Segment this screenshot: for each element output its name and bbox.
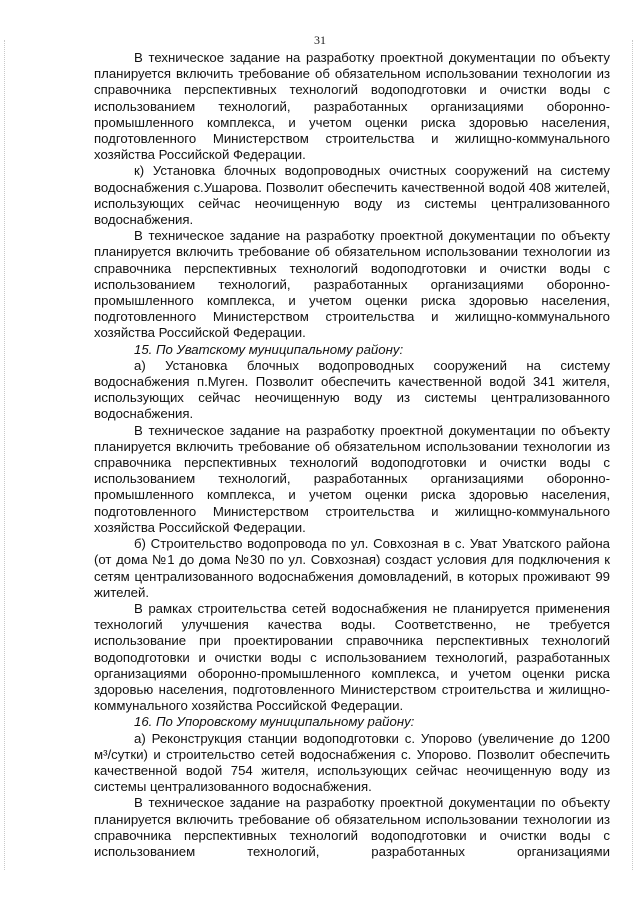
paragraph-item-b-uvat: б) Строительство водопровода по ул. Совхозная в с. Уват Уватского района (от дома №1 до дома №30 по ул. Совхозная) создаст условия для подключения к сетям централизованного водоснабжения домовладений, в которых проживают 99 жителей. [94,536,610,600]
paragraph-item-k-ushar: к) Установка блочных водопроводных очистных сооружений на систему водоснабжения с.Ушарова. Позволит обеспечить качественной водой 408 жителей, использующих сейчас неочищенную воду из системы централизованного водоснабжения. [94,163,610,228]
paragraph-uvat-networks: В рамках строительства сетей водоснабжения не планируется применения технологий улучшения качества воды. Соответственно, не требуется использование при проектировании справочника перспективных технологий водоподготовки и очистки воды с использованием технологий, разработанных организациями оборонно-промышленного комплекса, и учетом оценки риска здоровью населения, подготовленного Министерством строительства и жилищно-коммунального хозяйства Российской Федерации. [94,600,610,714]
page-number: 31 [314,33,326,47]
section-heading-uporovo: 16. По Упоровскому муниципальному району: [134,714,415,730]
section-heading-uvat: 15. По Уватскому муниципальному району: [134,341,404,357]
paragraph-tz-uporovo: В техническое задание на разработку проектной документации по объекту планируется включить требование об обязательном использовании технологии из справочника перспективных технологий водоподготовки и очистки воды с использованием технологий, разработанных организациями [94,795,610,859]
right-scan-edge [632,40,634,870]
document-body [94,50,610,860]
paragraph-tz-ushar: В техническое задание на разработку проектной документации по объекту планируется включить требование об обязательном использовании технологии из справочника перспективных технологий водоподготовки и очистки воды с использованием технологий, разработанных организациями оборонно-промышленного комплекса, и учетом оценки риска здоровью населения, подготовленного Министерством строительства и жилищно-коммунального хозяйства Российской Федерации. [94,228,610,341]
left-scan-edge [4,40,6,870]
paragraph-item-a-mugen: а) Установка блочных водопроводных сооружений на систему водоснабжения п.Муген. Позволит обеспечить качественной водой 341 жителя, использующих сейчас неочищенную воду из системы централизованного водоснабжения. [94,357,610,422]
paragraph-tz-mugen: В техническое задание на разработку проектной документации по объекту планируется включить требование об обязательном использовании технологии из справочника перспективных технологий водоподготовки и очистки воды с использованием технологий, разработанных организациями оборонно-промышленного комплекса, и учетом оценки риска здоровью населения, подготовленного Министерством строительства и жилищно-коммунального хозяйства Российской Федерации. [94,422,610,535]
paragraph-tz-ushar-intro: В техническое задание на разработку проектной документации по объекту планируется включить требование об обязательном использовании технологии из справочника перспективных технологий водоподготовки и очистки воды с использованием технологий, разработанных организациями оборонно-промышленного комплекса, и учетом оценки риска здоровью населения, подготовленного Министерством строительства и жилищно-коммунального хозяйства Российской Федерации. [94,50,610,163]
paragraph-item-a-uporovo: а) Реконструкция станции водоподготовки с. Упорово (увеличение до 1200 м³/сутки) и строительство сетей водоснабжения с. Упорово. Позволит обеспечить качественной водой 754 жителя, использующих сейчас неочищенную воду из системы централизованного водоснабжения. [94,730,610,795]
